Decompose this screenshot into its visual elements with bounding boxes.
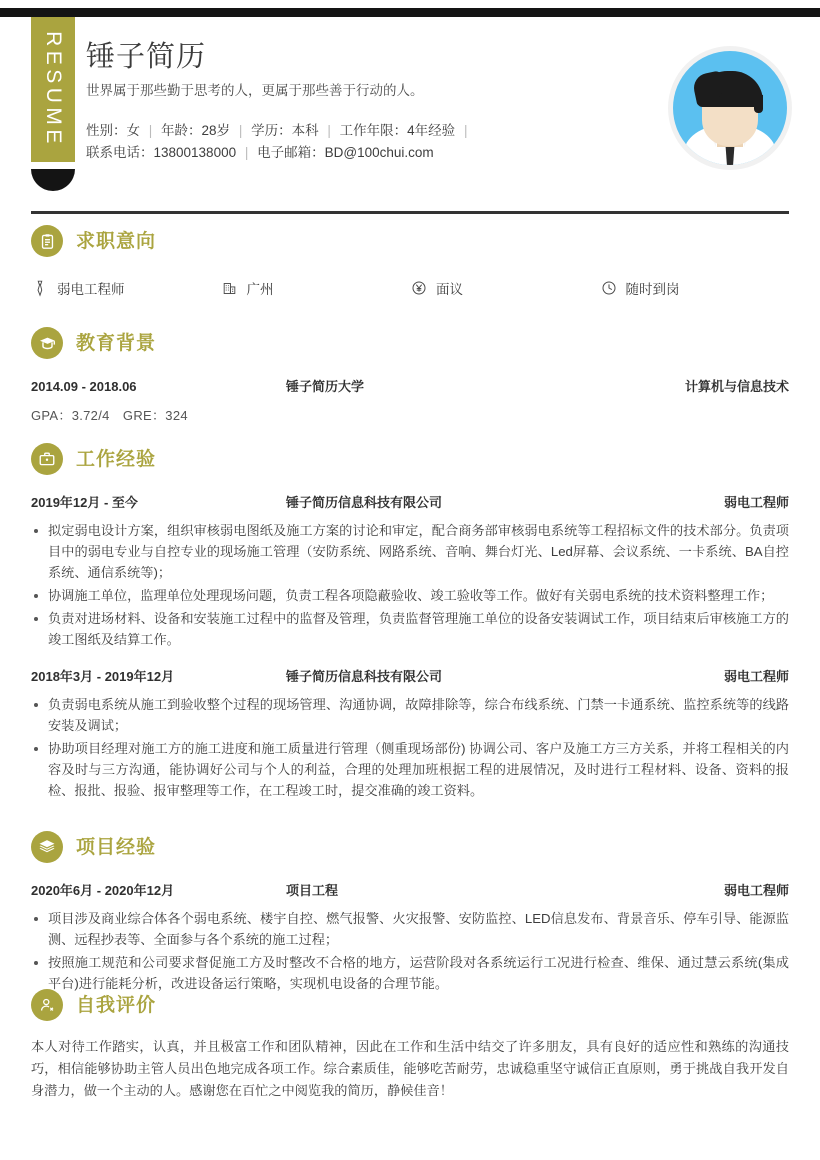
resume-ribbon-tail [31, 169, 75, 191]
section-header [31, 224, 789, 258]
meta-gender: 性别：女 [86, 123, 140, 139]
resume-ribbon-label: RESUME [42, 31, 65, 148]
meta-divider: | [148, 123, 153, 139]
work-bullet: 协助项目经理对施工方的施工进度和施工质量进行管理（侧重现场部份) 协调公司、客户及施工方三方关系，并将工程相关的内容及时与三方沟通，能协调好公司与个人的利益，合理的处理加班根据工程的进展情况，及时进行工程材料、设备、资料的报检、报批、报验、报审整理等工作，在工程竣工时，提交准确的竣工资料。 [31, 738, 789, 801]
personal-meta-row-1 [86, 120, 646, 142]
meta-phone: 联系电话：13800138000 [86, 145, 237, 161]
section-self-evaluation [31, 988, 789, 1102]
meta-divider: | [244, 145, 249, 161]
briefcase-icon [31, 443, 63, 475]
meta-email: 电子邮箱：BD@100chui.com [257, 145, 434, 161]
project-entry [31, 882, 789, 900]
clipboard-icon [31, 225, 63, 257]
work-bullet: 协调施工单位，监理单位处理现场问题，负责工程各项隐蔽验收、竣工验收等工作。做好有关弱电系统的技术资料整理工作； [31, 585, 789, 606]
layers-icon [31, 831, 63, 863]
education-entry [31, 378, 789, 396]
intent-position [31, 278, 221, 298]
meta-divider: | [463, 123, 468, 139]
work-role: 弱电工程师 [723, 669, 789, 684]
avatar-illustration [673, 51, 787, 165]
header-divider [31, 211, 789, 214]
avatar [668, 46, 792, 170]
project-name: 项目工程 [286, 883, 339, 898]
top-black-bar [0, 8, 820, 17]
education-scores: GPA：3.72/4 GRE：324 [31, 408, 188, 423]
tie-icon [31, 279, 49, 297]
section-work-experience [31, 442, 789, 803]
intent-availability [600, 278, 790, 298]
candidate-name: 锤子简历 [86, 41, 207, 73]
section-education [31, 326, 789, 424]
section-header [31, 442, 789, 476]
work-company: 锤子简历信息科技有限公司 [286, 669, 443, 684]
intent-city-label: 广州 [246, 282, 274, 297]
person-icon [31, 989, 63, 1021]
graduation-cap-icon [31, 327, 63, 359]
section-header [31, 988, 789, 1022]
meta-degree: 学历：本科 [251, 123, 319, 139]
work-role: 弱电工程师 [723, 495, 789, 510]
section-title: 项目经验 [76, 836, 157, 858]
work-entry [31, 494, 789, 512]
yen-icon [410, 279, 428, 297]
education-major: 计算机与信息技术 [684, 379, 789, 394]
section-title: 求职意向 [76, 230, 157, 252]
section-title: 自我评价 [76, 994, 157, 1016]
section-header [31, 326, 789, 360]
project-bullet: 项目涉及商业综合体各个弱电系统、楼宇自控、燃气报警、火灾报警、安防监控、LED信息发布、背景音乐、停车引导、能源监测、远程抄表等、全面参与各个系统的施工过程； [31, 908, 789, 950]
work-bullets [31, 694, 789, 801]
work-entry [31, 668, 789, 686]
project-date: 2020年6月 - 2020年12月 [31, 883, 175, 898]
clock-icon [600, 279, 618, 297]
intent-availability-label: 随时到岗 [625, 282, 680, 297]
self-evaluation-text: 本人对待工作踏实，认真，并且极富工作和团队精神，因此在工作和生活中结交了许多朋友，具有良好的适应性和熟练的沟通技巧，相信能够协助主管人员出色地完成各项工作。综合素质佳，能够吃苦耐劳，忠诚稳重坚守诚信正直原则，勇于挑战自我开发自身潜力，做一个主动的人。感谢您在百忙之中阅览我的简历，静候佳音！ [31, 1039, 789, 1098]
work-date: 2019年12月 - 至今 [31, 495, 138, 510]
education-school: 锤子简历大学 [286, 379, 365, 394]
intent-salary [410, 278, 600, 298]
work-bullet: 负责弱电系统从施工到验收整个过程的现场管理、沟通协调，故障排除等，综合布线系统、门禁一卡通系统、监控系统等的线路安装及调试； [31, 694, 789, 736]
education-date: 2014.09 - 2018.06 [31, 379, 137, 394]
work-company: 锤子简历信息科技有限公司 [286, 495, 443, 510]
work-bullet: 拟定弱电设计方案，组织审核弱电图纸及施工方案的讨论和审定，配合商务部审核弱电系统等工程招标文件的技术部分。负责项目中的弱电专业与自控专业的现场施工管理（安防系统、网路系统、音响、舞台灯光、Led屏幕、会议系统、一卡系统、BA自控系统、通信系统等)； [31, 520, 789, 583]
candidate-motto: 世界属于那些勤于思考的人，更属于那些善于行动的人。 [86, 83, 424, 99]
meta-experience: 工作年限：4年经验 [339, 123, 456, 139]
job-intent-list [31, 278, 789, 298]
section-title: 教育背景 [76, 332, 157, 354]
section-title: 工作经验 [76, 448, 157, 470]
project-bullet: 按照施工规范和公司要求督促施工方及时整改不合格的地方，运营阶段对各系统运行工况进行检查、维保、通过慧云系统(集成平台)进行能耗分析，改进设备运行策略，实现机电设备的合理节能。 [31, 952, 789, 994]
intent-salary-label: 面议 [436, 282, 463, 297]
identity-block [86, 41, 646, 164]
meta-age: 年龄：28岁 [161, 123, 231, 139]
section-header [31, 830, 789, 864]
intent-position-label: 弱电工程师 [57, 282, 125, 297]
project-bullets [31, 908, 789, 994]
intent-city [221, 278, 411, 298]
building-icon [221, 279, 239, 297]
project-role: 弱电工程师 [723, 883, 789, 898]
work-date: 2018年3月 - 2019年12月 [31, 669, 175, 684]
resume-header [0, 17, 820, 195]
section-project-experience [31, 830, 789, 996]
resume-ribbon [31, 17, 75, 162]
personal-meta-row-2 [86, 142, 646, 164]
avatar-sideburn [754, 95, 763, 113]
work-bullet: 负责对进场材料、设备和安装施工过程中的监督及管理，负责监督管理施工单位的设备安装调试工作，项目结束后审核施工方的竣工图纸及结算工作。 [31, 608, 789, 650]
meta-divider: | [327, 123, 331, 139]
section-job-intent [31, 224, 789, 298]
work-bullets [31, 520, 789, 650]
meta-divider: | [238, 123, 243, 139]
